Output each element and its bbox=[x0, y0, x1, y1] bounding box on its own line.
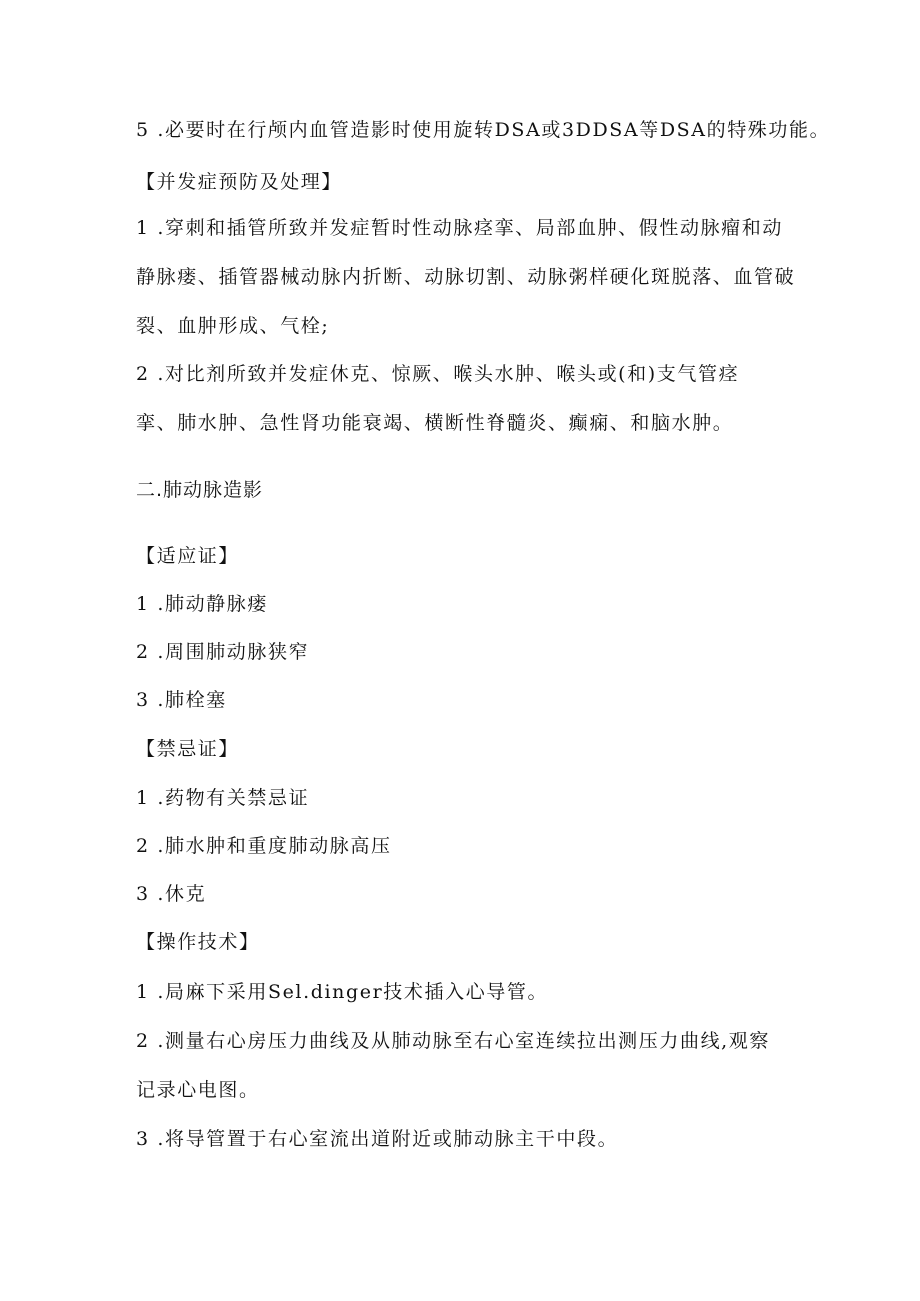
indication-2: 2 .周围肺动脉狭窄 bbox=[136, 641, 310, 663]
technique-2-line-1: 2 .测量右心房压力曲线及从肺动脉至右心室连续拉出测压力曲线,观察 bbox=[136, 1030, 771, 1052]
complication-2-line-2: 挛、肺水肿、急性肾功能衰竭、横断性脊髓炎、癫痫、和脑水肿。 bbox=[136, 412, 734, 434]
complication-1-line-3: 裂、血肿形成、气栓; bbox=[136, 315, 330, 337]
complication-2-line-1: 2 .对比剂所致并发症休克、惊厥、喉头水肿、喉头或(和)支气管痉 bbox=[136, 363, 740, 385]
section-heading-contraindications: 【禁忌证】 bbox=[136, 738, 240, 760]
technique-3: 3 .将导管置于右心室流出道附近或肺动脉主干中段。 bbox=[136, 1128, 619, 1150]
chapter-title-pulmonary-angiography: 二.肺动脉造影 bbox=[136, 479, 264, 501]
contraindication-2: 2 .肺水肿和重度肺动脉高压 bbox=[136, 835, 392, 857]
indication-1: 1 .肺动静脉瘘 bbox=[136, 593, 268, 615]
step-5-rotational-dsa: 5 .必要时在行颅内血管造影时使用旋转DSA或3DDSA等DSA的特殊功能。 bbox=[136, 119, 831, 141]
section-heading-complications: 【并发症预防及处理】 bbox=[136, 171, 343, 193]
complication-1-line-2: 静脉瘘、插管器械动脉内折断、动脉切割、动脉粥样硬化斑脱落、血管破 bbox=[136, 266, 796, 288]
section-heading-indications: 【适应证】 bbox=[136, 545, 240, 567]
technique-1: 1 .局麻下采用Sel.dinger技术插入心导管。 bbox=[136, 981, 549, 1003]
technique-2-line-2: 记录心电图。 bbox=[136, 1079, 260, 1101]
indication-3: 3 .肺栓塞 bbox=[136, 689, 227, 711]
contraindication-1: 1 .药物有关禁忌证 bbox=[136, 787, 310, 809]
complication-1-line-1: 1 .穿刺和插管所致并发症暂时性动脉痉挛、局部血肿、假性动脉瘤和动 bbox=[136, 217, 783, 239]
section-heading-technique: 【操作技术】 bbox=[136, 931, 260, 953]
contraindication-3: 3 .休克 bbox=[136, 883, 207, 905]
